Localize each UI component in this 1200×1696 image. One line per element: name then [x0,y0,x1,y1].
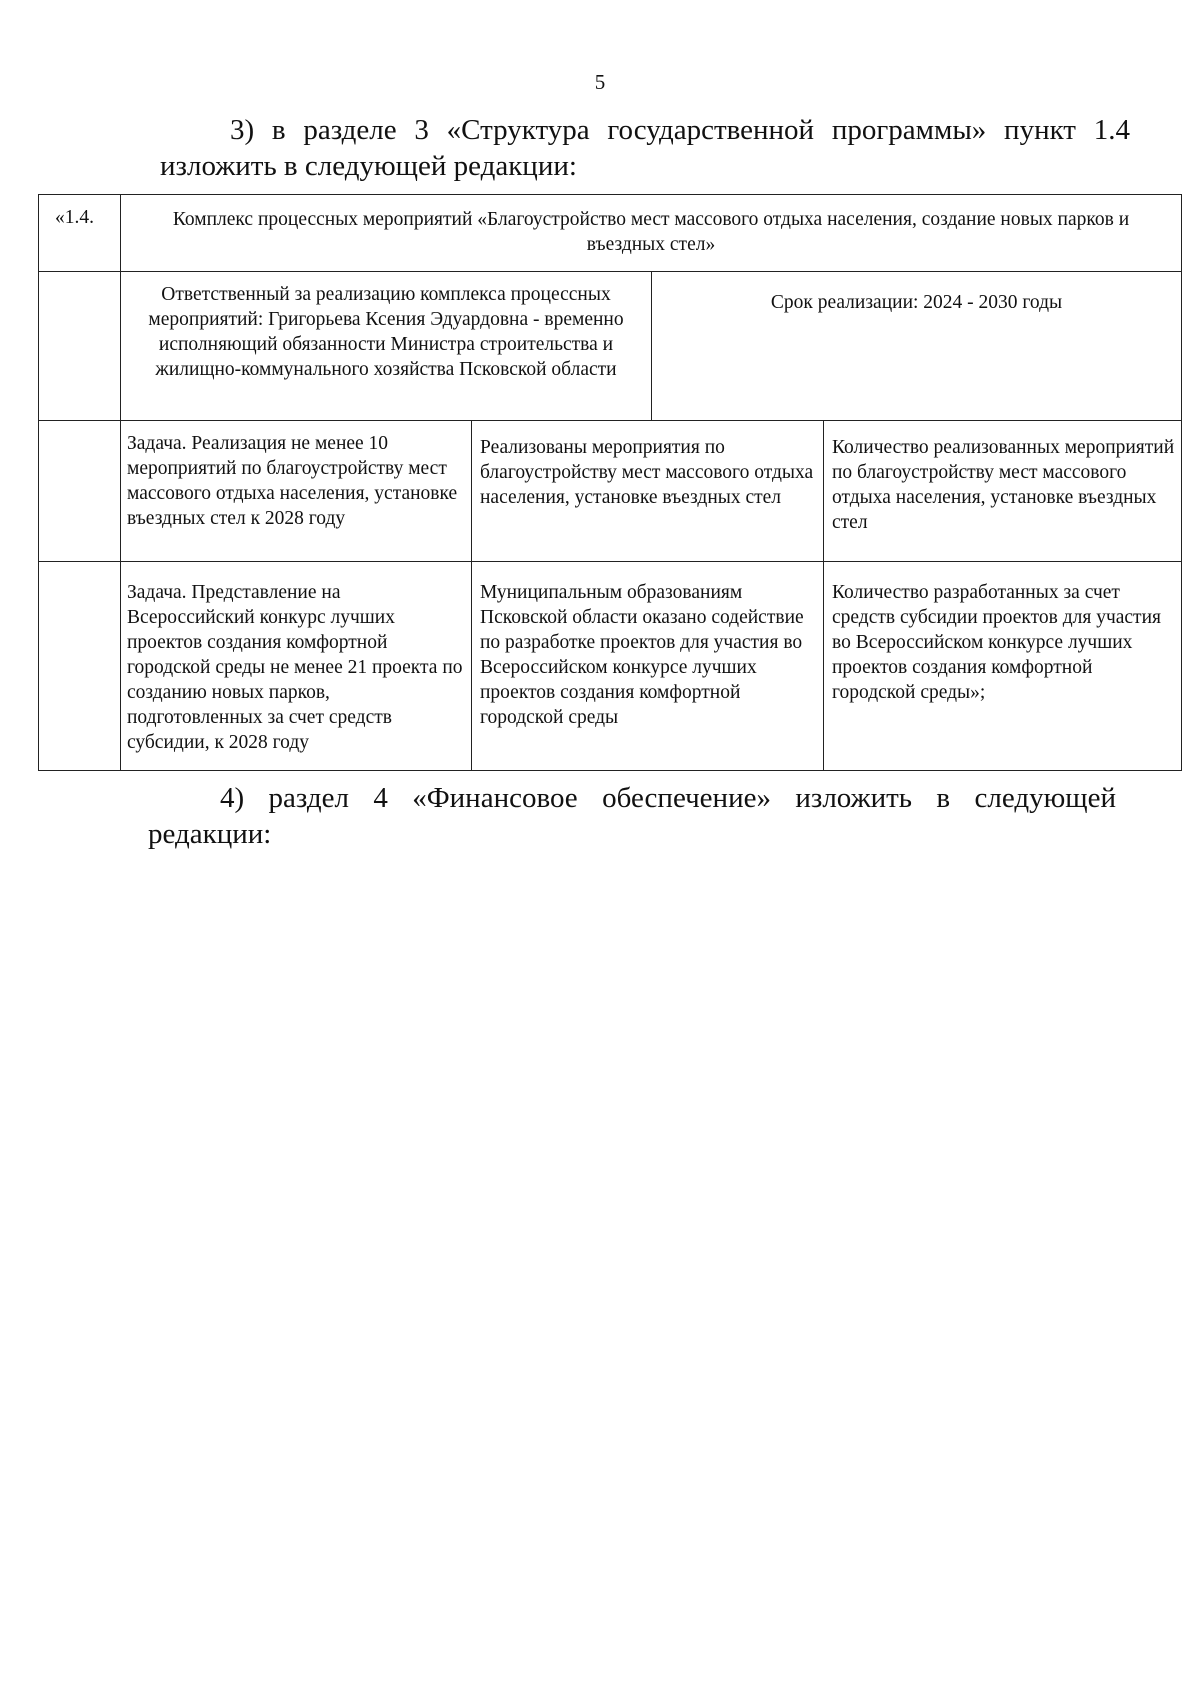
complex-title: Комплекс процессных мероприятий «Благоустройство мест массового отдыха населения, создание новых парков и въездных стел» [172,209,1130,255]
empty-cell [39,421,121,561]
responsible-person: Ответственный за реализацию комплекса процессных мероприятий: Григорьева Ксения Эдуардовна - временно исполняющий обязанности Министра строительства и жилищно-коммунального хозяйства Псковской области [148,284,624,380]
page-number: 5 [594,70,606,94]
paragraph-line: изложить в следующей редакции: [160,150,577,182]
result-cell: Реализованы мероприятия по благоустройству мест массового отдыха населения, установке въездных стел [471,421,823,561]
table-header-row [39,195,1181,271]
program-structure-table [38,194,1182,771]
indicator-cell: Количество разработанных за счет средств субсидии проектов для участия во Всероссийском конкурсе лучших проектов создания комфортной городской среды»; [823,562,1181,770]
paragraph-item-3 [160,112,1130,184]
empty-cell [39,562,121,770]
item-number: «1.4. [39,195,121,271]
paragraph-line: 4) раздел 4 «Финансовое обеспечение» изложить в следующей [220,782,1116,814]
task-cell: Задача. Представление на Всероссийский конкурс лучших проектов создания комфортной городской среды не менее 21 проекта по созданию новых парков, подготовленных за счет средств субсидии, к 2028 году [127,582,463,753]
table-row [39,271,1181,420]
paragraph-line: редакции: [148,818,272,850]
result-cell: Муниципальным образованиям Псковской области оказано содействие по разработке проектов для участия во Всероссийском конкурсе лучших проектов создания комфортной городской среды [471,562,823,770]
task-cell: Задача. Реализация не менее 10 мероприятий по благоустройству мест массового отдыха населения, установке въездных стел к 2028 году [127,433,458,529]
implementation-term: Срок реализации: 2024 - 2030 годы [651,272,1181,420]
indicator-cell: Количество реализованных мероприятий по благоустройству мест массового отдыха населения, установке въездных стел [823,421,1181,561]
empty-cell [39,272,121,420]
table-row [39,420,1181,561]
table-row [39,561,1181,770]
paragraph-item-4 [148,780,1116,852]
paragraph-line: 3) в разделе 3 «Структура государственной программы» пункт 1.4 [230,114,1130,146]
